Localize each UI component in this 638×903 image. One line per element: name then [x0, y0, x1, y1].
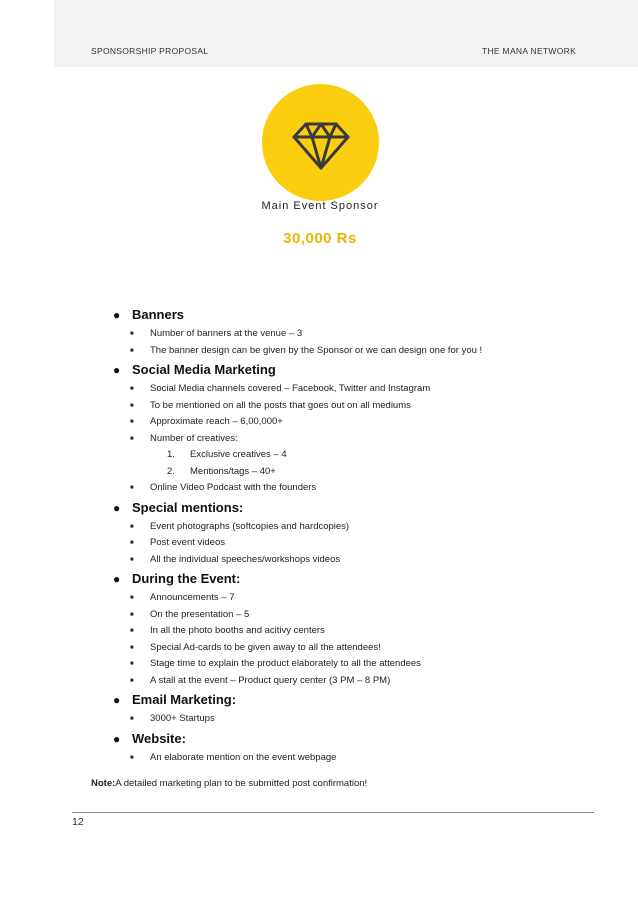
list-item-text: 3000+ Startups	[150, 713, 215, 724]
note-label: Note:	[91, 778, 116, 789]
footer-divider	[72, 812, 594, 813]
square-bullet-icon: ■	[130, 402, 134, 409]
square-bullet-icon: ■	[130, 716, 134, 722]
benefit-section	[0, 304, 638, 359]
section-header	[0, 359, 638, 381]
tier-icon-badge	[262, 84, 379, 201]
list-item	[0, 519, 638, 536]
list-item	[0, 343, 638, 360]
square-bullet-icon: ■	[130, 435, 134, 442]
benefit-section	[0, 359, 638, 497]
round-bullet-icon: ●	[113, 363, 121, 377]
section-header	[0, 728, 638, 750]
note	[91, 778, 367, 789]
tier-title: Main Event Sponsor	[261, 200, 379, 212]
numbered-subitem	[0, 447, 638, 464]
section-title: Website:	[132, 730, 186, 746]
list-item-text: Stage time to explain the product elaborately to all the attendees	[150, 658, 421, 669]
list-item-text: Online Video Podcast with the founders	[150, 482, 317, 493]
list-item	[0, 640, 638, 657]
round-bullet-icon: ●	[113, 693, 121, 707]
square-bullet-icon: ■	[130, 628, 134, 634]
list-item	[0, 552, 638, 569]
list-item	[0, 607, 638, 624]
square-bullet-icon: ■	[130, 661, 134, 667]
list-item-text: All the individual speeches/workshops videos	[150, 553, 341, 565]
square-bullet-icon: ■	[130, 347, 134, 354]
list-item-text: Announcements – 7	[150, 592, 235, 603]
note-text: A detailed marketing plan to be submitted post confirmation!	[115, 778, 368, 789]
list-item-text: Post event videos	[150, 537, 225, 548]
list-item-text: Number of creatives:	[150, 432, 238, 444]
list-item	[0, 535, 638, 552]
square-bullet-icon: ■	[130, 611, 134, 618]
round-bullet-icon: ●	[113, 500, 121, 515]
section-title: Social Media Marketing	[132, 362, 276, 377]
section-header	[0, 304, 638, 326]
list-item-text: Number of banners at the venue – 3	[150, 328, 303, 339]
list-item	[0, 431, 638, 448]
benefit-section	[0, 689, 638, 728]
list-item	[0, 673, 638, 690]
section-header	[0, 497, 638, 519]
list-item-text: The banner design can be given by the Sponsor or we can design one for you !	[150, 344, 483, 356]
square-bullet-icon: ■	[130, 754, 134, 761]
section-header	[0, 689, 638, 711]
list-item	[0, 381, 638, 398]
subitem-number: 2.	[167, 465, 175, 477]
square-bullet-icon: ■	[130, 331, 134, 337]
list-item	[0, 750, 638, 767]
section-title: Banners	[132, 307, 185, 322]
square-bullet-icon: ■	[130, 386, 134, 392]
benefit-section	[0, 568, 638, 689]
list-item-text: A stall at the event – Product query center (3 PM – 8 PM)	[150, 674, 391, 686]
list-item	[0, 398, 638, 415]
square-bullet-icon: ■	[130, 540, 134, 546]
section-title: Special mentions:	[132, 499, 244, 515]
list-item	[0, 656, 638, 673]
list-item	[0, 623, 638, 640]
header-document-title: SPONSORSHIP PROPOSAL	[91, 46, 209, 56]
diamond-icon	[288, 110, 354, 176]
square-bullet-icon: ■	[130, 677, 134, 684]
round-bullet-icon: ●	[113, 731, 121, 746]
round-bullet-icon: ●	[113, 572, 121, 586]
benefit-section	[0, 728, 638, 767]
section-header	[0, 568, 638, 590]
list-item-text: Approximate reach – 6,00,000+	[150, 416, 283, 427]
list-item-text: Social Media channels covered – Facebook, Twitter and Instagram	[150, 383, 431, 394]
square-bullet-icon: ■	[130, 523, 134, 530]
square-bullet-icon: ■	[130, 595, 134, 601]
list-item-text: On the presentation – 5	[150, 608, 250, 620]
subitem-text: Exclusive creatives – 4	[190, 449, 287, 460]
section-title: During the Event:	[132, 571, 241, 586]
subitem-text: Mentions/tags – 40+	[190, 465, 276, 477]
list-item	[0, 326, 638, 343]
list-item-text: Special Ad-cards to be given away to all the attendees!	[150, 641, 381, 653]
numbered-subitem	[0, 464, 638, 481]
list-item	[0, 711, 638, 728]
list-item-text: In all the photo booths and acitivy centers	[150, 625, 325, 636]
benefits-list	[0, 304, 638, 766]
header-band	[54, 0, 638, 67]
square-bullet-icon: ■	[130, 644, 134, 651]
list-item	[0, 480, 638, 497]
square-bullet-icon: ■	[130, 485, 134, 491]
list-item-text: An elaborate mention on the event webpage	[150, 751, 337, 763]
square-bullet-icon: ■	[130, 419, 134, 425]
header-organization-name: THE MANA NETWORK	[482, 46, 577, 56]
square-bullet-icon: ■	[130, 556, 134, 563]
list-item	[0, 590, 638, 607]
round-bullet-icon: ●	[113, 308, 121, 322]
subitem-number: 1.	[167, 449, 175, 460]
list-item-text: To be mentioned on all the posts that goes out on all mediums	[150, 399, 411, 411]
section-title: Email Marketing:	[132, 692, 237, 707]
page-number: 12	[72, 816, 84, 828]
list-item-text: Event photographs (softcopies and hardcopies)	[150, 520, 350, 532]
list-item	[0, 414, 638, 431]
benefit-section	[0, 497, 638, 569]
tier-price: 30,000 Rs	[283, 230, 357, 247]
